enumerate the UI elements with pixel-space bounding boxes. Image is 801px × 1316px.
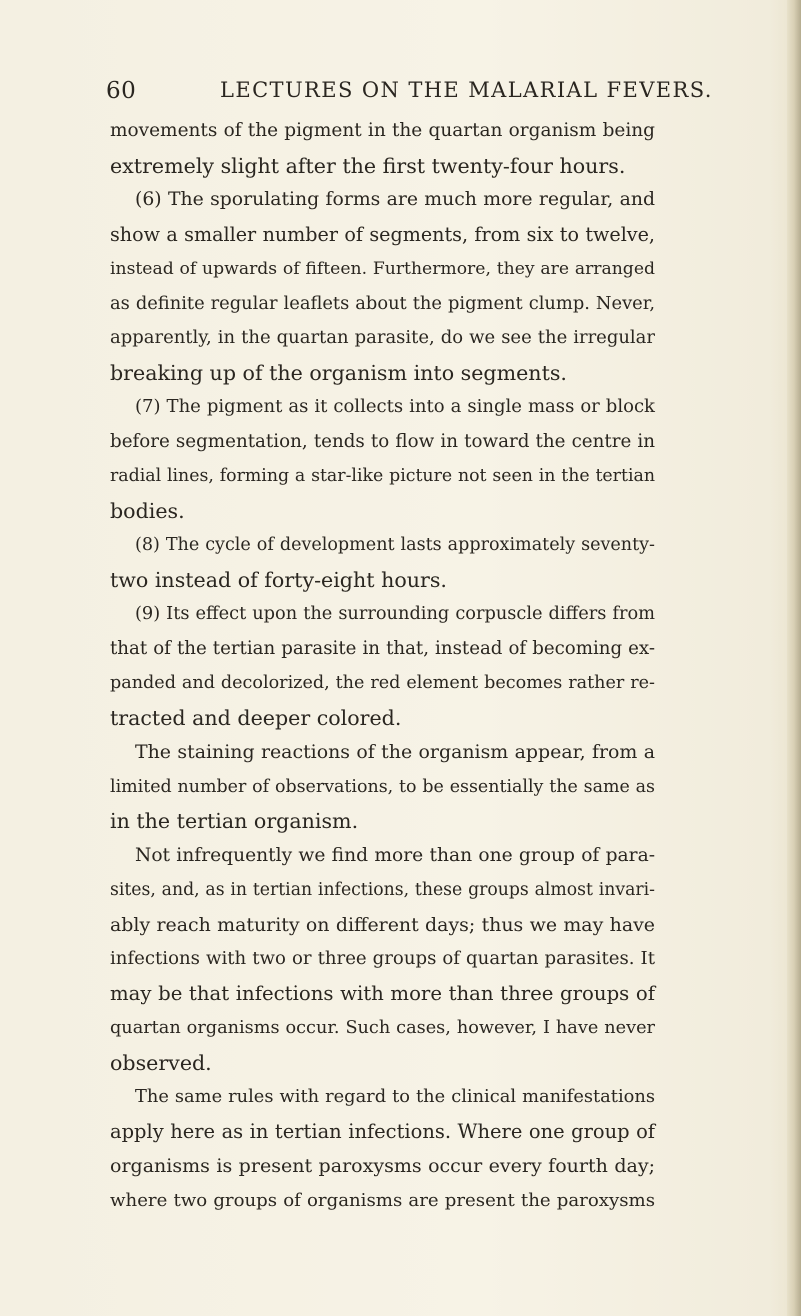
text-line: may be that infections with more than three groups of (110, 981, 655, 1005)
body-text (110, 114, 655, 1218)
text-line: quartan organisms occur. Such cases, however, I have never (110, 1018, 655, 1038)
text-line: infections with two or three groups of quartan parasites. It (110, 948, 655, 969)
text-line: (7) The pigment as it collects into a single mass or block (135, 396, 655, 417)
text-line: breaking up of the organism into segments. (110, 360, 567, 385)
text-line: radial lines, forming a star-like picture not seen in the tertian (110, 466, 655, 486)
text-line: movements of the pigment in the quartan organism being (110, 120, 655, 141)
text-line: The same rules with regard to the clinical manifestations (135, 1086, 655, 1107)
text-line: two instead of forty-eight hours. (110, 567, 447, 592)
text-line: that of the tertian parasite in that, instead of becoming ex- (110, 637, 655, 659)
running-title: LECTURES ON THE MALARIAL FEVERS. (220, 78, 713, 102)
text-line: extremely slight after the first twenty-four hours. (110, 153, 626, 178)
text-line: The staining reactions of the organism appear, from a (135, 741, 655, 763)
text-line: panded and decolorized, the red element becomes rather re- (110, 673, 655, 693)
text-line: apparently, in the quartan parasite, do we see the irregular (110, 327, 655, 348)
text-line: Not infrequently we find more than one group of para- (135, 844, 655, 866)
text-line: before segmentation, tends to flow in toward the centre in (110, 430, 655, 452)
text-line: show a smaller number of segments, from six to twelve, (110, 222, 655, 246)
page-edge-shadow (787, 0, 801, 1316)
text-line: (9) Its effect upon the surrounding corpuscle differs from (135, 603, 655, 624)
text-line: apply here as in tertian infections. Where one group of (110, 1119, 655, 1143)
text-line: bodies. (110, 498, 185, 523)
text-line: limited number of observations, to be essentially the same as (110, 776, 655, 797)
text-line: tracted and deeper colored. (110, 705, 402, 730)
text-line: (6) The sporulating forms are much more regular, and (135, 189, 655, 210)
text-line: in the tertian organism. (110, 809, 359, 833)
text-line: where two groups of organisms are present the paroxysms (110, 1189, 655, 1211)
text-line: instead of upwards of fifteen. Furthermore, they are arranged (110, 259, 655, 279)
page-header (106, 78, 713, 112)
text-line: ably reach maturity on different days; thus we may have (110, 913, 655, 936)
text-line: as definite regular leaflets about the pigment clump. Never, (110, 292, 655, 314)
text-line: (8) The cycle of development lasts approximately seventy- (135, 535, 655, 555)
text-line: observed. (110, 1050, 212, 1075)
text-line: organisms is present paroxysms occur every fourth day; (110, 1155, 655, 1177)
text-line: sites, and, as in tertian infections, these groups almost invari- (110, 880, 655, 900)
page-number: 60 (106, 78, 137, 104)
